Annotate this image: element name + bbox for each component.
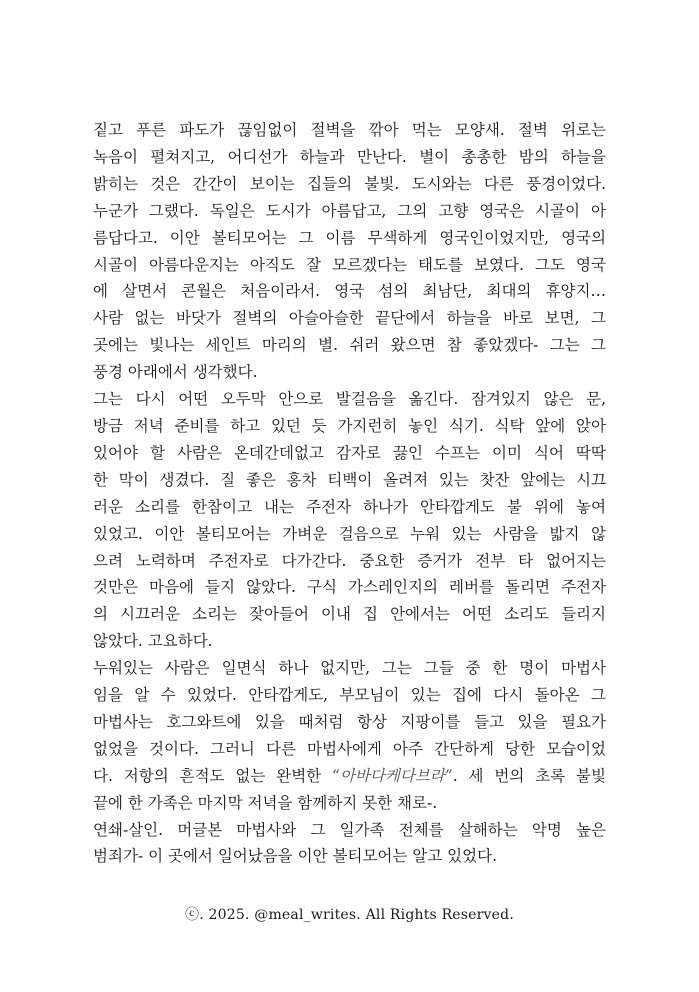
text-line: 사람 없는 바닷가 절벽의 아슬아슬한 끝단에서 하늘을 바로 보면, 그 bbox=[93, 309, 606, 328]
text-line: 한 막이 생겼다. 질 좋은 홍차 티백이 올려져 있는 찻잔 앞에는 시끄 bbox=[93, 470, 606, 489]
text-line: 짙고 푸른 파도가 끊임없이 절벽을 깎아 먹는 모양새. 절벽 위로는 bbox=[93, 121, 606, 139]
text-line: 밝히는 것은 간간이 보이는 집들의 불빛. 도시와는 다른 풍경이었다. bbox=[93, 174, 606, 193]
text-line: 곳에는 빛나는 세인트 마리의 별. 쉬러 왔으면 참 좋았겠다- 그는 그 bbox=[93, 336, 606, 355]
text-line: 러운 소리를 한참이고 내는 주전자 하나가 안타깝게도 불 위에 놓여 bbox=[93, 497, 606, 516]
text-line: 방금 저녁 준비를 하고 있던 듯 가지런히 놓인 식기. 식탁 앞에 앉아 bbox=[93, 416, 606, 435]
text-line: 름답다고. 이안 볼티모어는 그 이름 무색하게 영국인이었지만, 영국의 bbox=[93, 228, 606, 247]
text-line: 않았다. 고요하다. bbox=[93, 632, 213, 651]
text-line: 연쇄-살인. 머글본 마법사와 그 일가족 전체를 살해하는 악명 높은 bbox=[93, 820, 606, 839]
story-text bbox=[93, 117, 606, 870]
text-line: 있었고. 이안 볼티모어는 가벼운 걸음으로 누워 있는 사람을 밟지 않 bbox=[93, 524, 606, 543]
spell-line-prefix: 다. 저항의 흔적도 없는 완벽한 bbox=[93, 766, 333, 785]
text-line: 있어야 할 사람은 온데간데없고 감자로 끓인 수프는 이미 식어 딱딱 bbox=[93, 443, 606, 462]
text-line: 없었을 것이다. 그러니 다른 마법사에게 아주 간단하게 당한 모습이었 bbox=[93, 739, 606, 758]
spell-name: “아바다케다브라” bbox=[332, 766, 453, 785]
text-line: 녹음이 펼쳐지고, 어디선가 하늘과 만난다. 별이 총총한 밤의 하늘을 bbox=[93, 147, 606, 166]
text-line: 에 살면서 콘월은 처음이라서. 영국 섬의 최남단, 최대의 휴양지… bbox=[93, 282, 606, 301]
text-line: 그는 다시 어떤 오두막 안으로 발걸음을 옮긴다. 잠겨있지 않은 문, bbox=[93, 390, 606, 409]
text-line: 누워있는 사람은 일면식 하나 없지만, 그는 그들 중 한 명이 마법사 bbox=[93, 659, 606, 678]
spell-line bbox=[93, 763, 606, 790]
text-line: 것만은 마음에 들지 않았다. 구식 가스레인지의 레버를 돌리면 주전자 bbox=[93, 578, 606, 597]
text-line: 으려 노력하며 주전자로 다가간다. 중요한 증거가 전부 타 없어지는 bbox=[93, 551, 606, 570]
paragraph-3 bbox=[93, 655, 606, 816]
text-line: 누군가 그랬다. 독일은 도시가 아름답고, 그의 고향 영국은 시골이 아 bbox=[93, 201, 606, 220]
text-line: 시골이 아름다운지는 아직도 잘 모르겠다는 태도를 보였다. 그도 영국 bbox=[93, 255, 606, 274]
text-line: 임을 알 수 있었다. 안타깝게도, 부모님이 있는 집에 다시 돌아온 그 bbox=[93, 686, 606, 705]
copyright-footer: ⓒ. 2025. @meal_writes. All Rights Reserved. bbox=[185, 907, 514, 923]
paragraph-4 bbox=[93, 817, 606, 871]
text-line: 범죄가- 이 곳에서 일어났음을 이안 볼티모어는 알고 있었다. bbox=[93, 847, 498, 866]
text-line: 마법사는 호그와트에 있을 때처럼 항상 지팡이를 들고 있을 필요가 bbox=[93, 712, 606, 731]
paragraph-2 bbox=[93, 386, 606, 655]
paragraph-1 bbox=[93, 117, 606, 386]
spell-line-suffix: . 세 번의 초록 불빛 bbox=[452, 766, 606, 785]
text-line: 풍경 아래에서 생각했다. bbox=[93, 363, 258, 382]
text-line: 끝에 한 가족은 마지막 저녁을 함께하지 못한 채로-. bbox=[93, 793, 438, 812]
text-line: 의 시끄러운 소리는 잦아들어 이내 집 안에서는 어떤 소리도 들리지 bbox=[93, 605, 606, 624]
